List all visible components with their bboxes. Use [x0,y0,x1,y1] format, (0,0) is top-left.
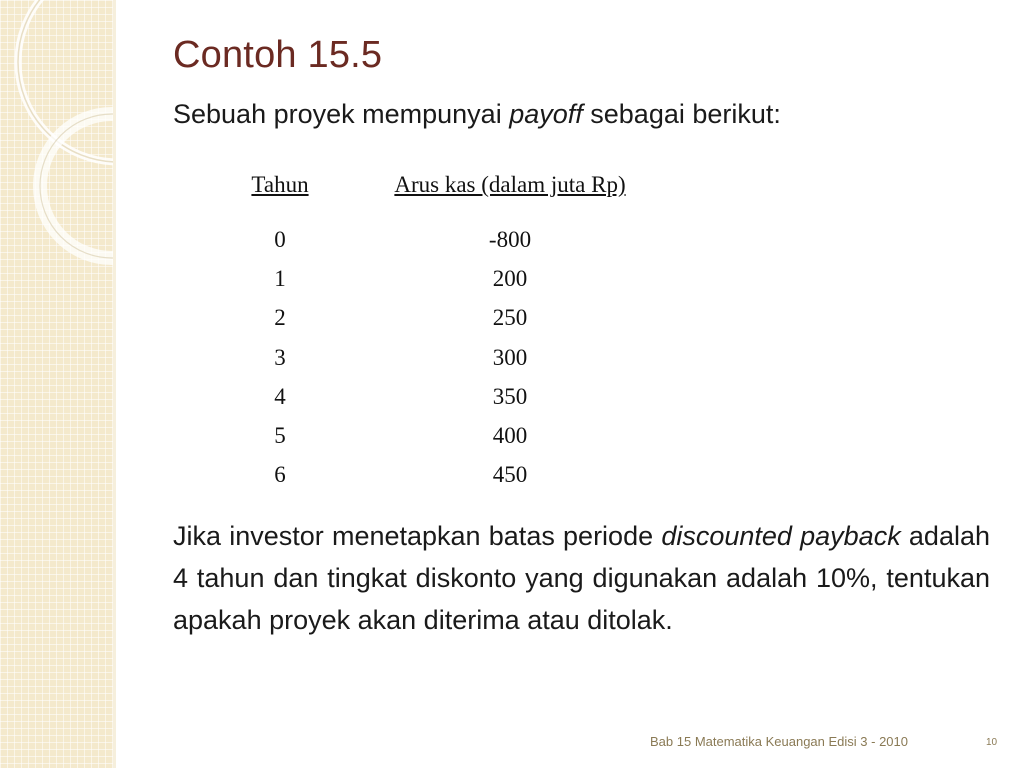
question-italic: discounted payback [661,521,901,551]
table-row [240,259,670,298]
header-year: Tahun [251,172,309,197]
table-row [240,299,670,338]
cell-cash: 250 [492,305,528,331]
slide-footer: Bab 15 Matematika Keuangan Edisi 3 - 2010 [650,734,909,749]
band-edge [113,0,116,768]
table-row [240,220,670,259]
cell-cash: 350 [492,383,528,409]
intro-italic: payoff [509,99,583,129]
table-row [240,377,670,416]
intro-after: sebagai berikut: [582,99,781,129]
cell-year: 2 [274,305,286,331]
table-row [240,338,670,377]
cell-cash: 450 [492,462,528,488]
cell-year: 6 [274,462,286,488]
table-row [240,416,670,455]
cash-flow-table [240,172,670,495]
decorative-side-band [0,0,113,768]
page-number: 10 [986,737,998,748]
table-row [240,456,670,495]
cell-year: 0 [274,226,286,252]
slide-title: Contoh 15.5 [173,34,383,76]
question-paragraph [173,515,990,641]
intro-text [173,99,781,130]
decorative-circles [0,0,113,768]
cell-cash: 400 [492,423,528,449]
cell-year: 5 [274,423,286,449]
cell-cash: 200 [492,265,528,291]
cell-year: 3 [274,344,286,370]
cell-cash: -800 [488,226,532,252]
cell-year: 4 [274,383,286,409]
header-cash-flow: Arus kas (dalam juta Rp) [394,172,626,197]
question-part2: adalah 4 tahun dan tingkat diskonto yang digunakan adalah 10%, tentukan apakah proyek akan diterima atau ditolak. [173,521,990,635]
intro-before: Sebuah proyek mempunyai [173,99,510,129]
table-header-row [240,172,670,220]
cell-year: 1 [274,265,286,291]
question-part1: Jika investor menetapkan batas periode [173,521,662,551]
cell-cash: 300 [492,344,528,370]
